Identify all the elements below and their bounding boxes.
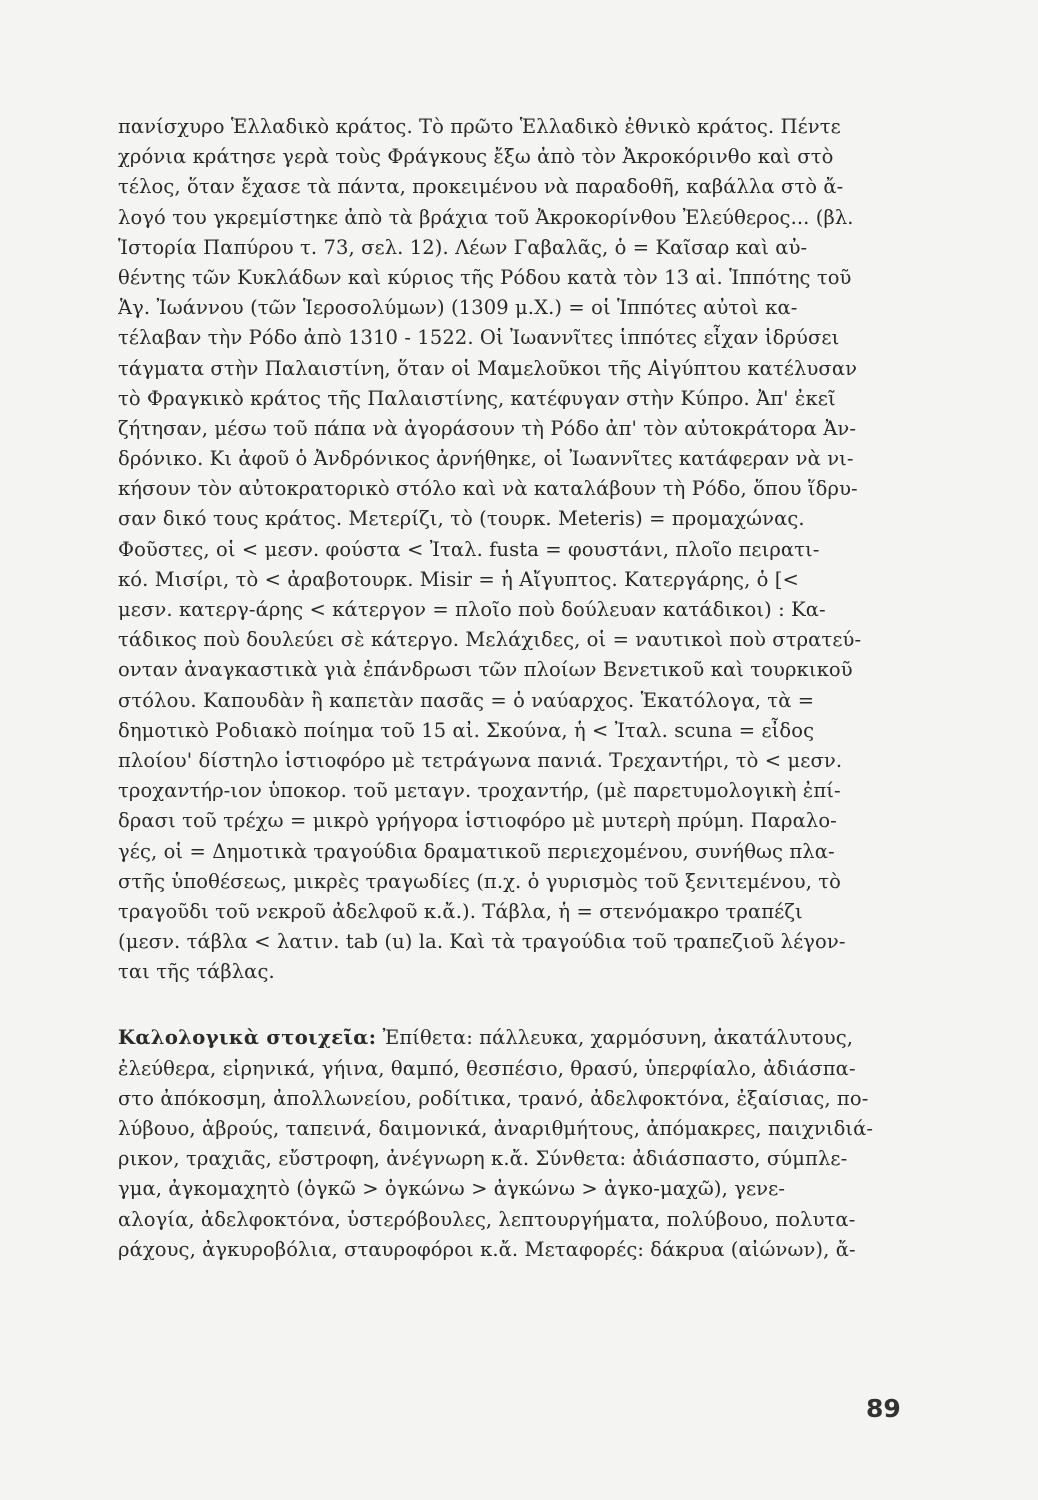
text-line: τραγοῦδι τοῦ νεκροῦ ἀδελφοῦ κ.ἄ.). Τάβλα, ἡ = στενόμακρο τραπέζι <box>118 899 803 923</box>
text-line: κό. Μισίρι, τὸ < ἀραβοτουρκ. Misir = ἡ Αἴγυπτος. Κατεργάρης, ὁ [< <box>118 567 799 591</box>
page-number: 89 <box>866 1394 901 1423</box>
text-line: γές, οἱ = Δημοτικὰ τραγούδια δραματικοῦ περιεχομένου, συνήθως πλα- <box>118 839 835 863</box>
text-line: δρασι τοῦ τρέχω = μικρὸ γρήγορα ἱστιοφόρο μὲ μυτερὴ πρύμη. Παραλο- <box>118 809 837 833</box>
paragraph-spacer <box>118 987 924 1023</box>
text-line: τάγματα στὴν Παλαιστίνη, ὅταν οἱ Μαμελοῦκοι τῆς Αἰγύπτου κατέλυσαν <box>118 356 858 380</box>
text-line: ρικον, τραχιᾶς, εὔστροφη, ἀνέγνωρη κ.ἄ. Σύνθετα: ἀδιάσπαστο, σύμπλε- <box>118 1147 848 1171</box>
text-line: δρόνικο. Κι ἀφοῦ ὁ Ἀνδρόνικος ἀρνήθηκε, οἱ Ἰωαννῖτες κατάφεραν νὰ νι- <box>118 447 854 471</box>
text-line: αλογία, ἀδελφοκτόνα, ὑστερόβουλες, λεπτουργήματα, πολύβουο, πολυτα- <box>118 1207 856 1231</box>
text-line: λύβουο, ἁβρούς, ταπεινά, δαιμονικά, ἀναριθμήτους, ἀπόμακρες, παιχνιδιά- <box>118 1117 874 1140</box>
text-line: ται τῆς τάβλας. <box>118 960 275 984</box>
text-line: ζήτησαν, μέσω τοῦ πάπα νὰ ἀγοράσουν τὴ Ρόδο ἀπ' τὸν αὐτοκράτορα Ἀν- <box>118 416 857 440</box>
text-line: ονταν ἀναγκαστικὰ γιὰ ἐπάνδρωσι τῶν πλοίων Βενετικοῦ καὶ τουρκικοῦ <box>118 658 853 682</box>
text-line: ἐλεύθερα, εἰρηνικά, γήινα, θαμπό, θεσπέσιο, θρασύ, ὑπερφίαλο, ἀδιάσπα- <box>118 1056 856 1080</box>
text-line: Ἁγ. Ἰωάννου (τῶν Ἱεροσολύμων) (1309 μ.Χ.) = οἱ Ἱππότες αὐτοὶ κα- <box>118 296 798 320</box>
text-line: γμα, ἀγκομαχητὸ (ὀγκῶ > ὀγκώνω > ἀγκώνω > ἀγκο-μαχῶ), γενε- <box>118 1177 786 1201</box>
text-line: Ἱστορία Παπύρου τ. 73, σελ. 12). Λέων Γαβαλᾶς, ὁ = Καῖσαρ καὶ αὐ- <box>118 235 808 259</box>
text-line: Φοῦστες, οἱ < μεσν. φούστα < Ἰταλ. fusta = φουστάνι, πλοῖο πειρατι- <box>118 537 820 561</box>
text-line: κήσουν τὸν αὐτοκρατορικὸ στόλο καὶ νὰ καταλάβουν τὴ Ρόδο, ὅπου ἵδρυ- <box>118 477 858 501</box>
text-line: ράχους, ἀγκυροβόλια, σταυροφόροι κ.ἄ. Μεταφορές: δάκρυα (αἰώνων), ἄ- <box>118 1237 856 1261</box>
text-line: λογό του γκρεμίστηκε ἀπὸ τὰ βράχια τοῦ Ἀκροκορίνθου Ἐλεύθερος... (βλ. <box>118 205 854 229</box>
text-line: μεσν. κατεργ-άρης < κάτεργον = πλοῖο ποὺ δούλευαν κατάδικοι) : Κα- <box>118 598 826 621</box>
text-line: τάδικος ποὺ δουλεύει σὲ κάτεργο. Μελάχιδες, οἱ = ναυτικοὶ ποὺ στρατεύ- <box>118 628 862 652</box>
text-line <box>118 1023 924 1053</box>
paragraph-stylistic-elements <box>118 1023 924 1265</box>
text-line: πανίσχυρο Ἑλλαδικὸ κράτος. Τὸ πρῶτο Ἑλλαδικὸ ἐθνικὸ κράτος. Πέντε <box>118 115 841 138</box>
text-line: θέντης τῶν Κυκλάδων καὶ κύριος τῆς Ρόδου κατὰ τὸν 13 αἰ. Ἱππότης τοῦ <box>118 265 852 289</box>
text-line: τέλος, ὅταν ἔχασε τὰ πάντα, προκειμένου νὰ παραδοθῆ, καβάλλα στὸ ἄ- <box>118 175 844 199</box>
page-body <box>118 112 924 1265</box>
text-line: δημοτικὸ Ροδιακὸ ποίημα τοῦ 15 αἰ. Σκούνα, ἡ < Ἰταλ. scuna = εἶδος <box>118 718 815 742</box>
text-line: στο ἀπόκοσμη, ἀπολλωνείου, ροδίτικα, τρανό, ἀδελφοκτόνα, ἐξαίσιας, πο- <box>118 1086 869 1110</box>
text-run: Ἐπίθετα: πάλλευκα, χαρμόσυνη, ἀκατάλυτους, <box>376 1026 854 1050</box>
text-line: τέλαβαν τὴν Ρόδο ἀπὸ 1310 - 1522. Οἱ Ἰωαννῖτες ἱππότες εἶχαν ἱδρύσει <box>118 326 840 350</box>
text-line: σαν δικό τους κράτος. Μετερίζι, τὸ (τουρκ. Meteris) = προμαχώνας. <box>118 507 805 531</box>
paragraph-glossary <box>118 112 924 987</box>
text-line: τὸ Φραγκικὸ κράτος τῆς Παλαιστίνης, κατέφυγαν στὴν Κύπρο. Ἀπ' ἐκεῖ <box>118 386 836 410</box>
text-line: τροχαντήρ-ιον ὑποκορ. τοῦ μεταγν. τροχαντήρ, (μὲ παρετυμολογικὴ ἐπί- <box>118 779 841 803</box>
section-lead: Καλολογικὰ στοιχεῖα: <box>118 1026 377 1050</box>
text-line: (μεσν. τάβλα < λατιν. tab (u) la. Καὶ τὰ τραγούδια τοῦ τραπεζιοῦ λέγον- <box>118 930 846 954</box>
text-line: στόλου. Καπουδὰν ἢ καπετὰν πασᾶς = ὁ ναύαρχος. Ἑκατόλογα, τὰ = <box>118 688 815 712</box>
text-line: πλοίου' δίστηλο ἱστιοφόρο μὲ τετράγωνα πανιά. Τρεχαντήρι, τὸ < μεσν. <box>118 748 843 772</box>
text-line: χρόνια κράτησε γερὰ τοὺς Φράγκους ἔξω ἀπὸ τὸν Ἀκροκόρινθο καὶ στὸ <box>118 145 834 169</box>
text-line: στῆς ὑποθέσεως, μικρὲς τραγωδίες (π.χ. ὁ γυρισμὸς τοῦ ξενιτεμένου, τὸ <box>118 869 842 893</box>
